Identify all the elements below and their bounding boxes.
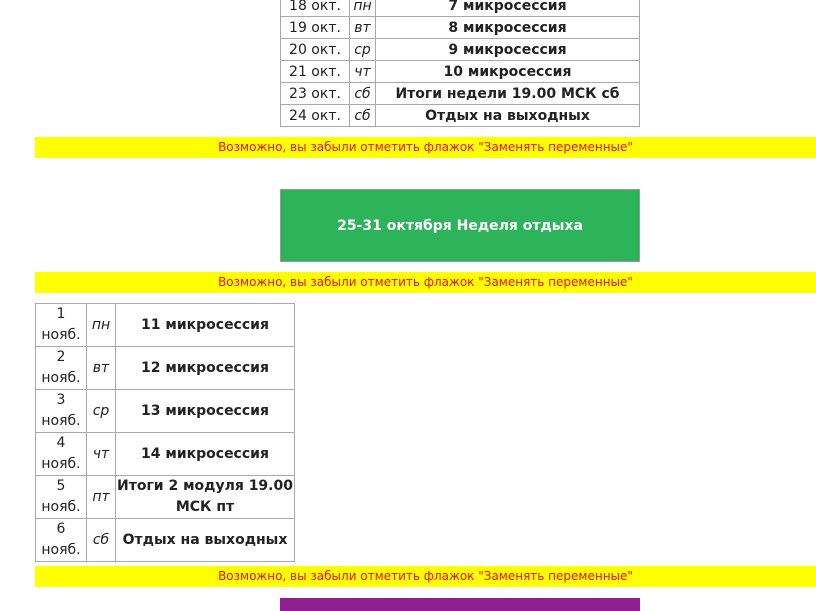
rest-week-banner[interactable]: 25-31 октября Неделя отдыха	[280, 189, 640, 262]
table-row	[36, 433, 295, 476]
date-cell: 21 окт.	[281, 61, 350, 83]
date-cell: 24 окт.	[281, 105, 350, 127]
session-cell: 12 микросессия	[116, 347, 295, 390]
table-row	[36, 304, 295, 347]
weekday-cell: сб	[350, 83, 376, 105]
session-cell: 11 микросессия	[116, 304, 295, 347]
november-schedule-table	[35, 303, 295, 562]
date-cell: 20 окт.	[281, 39, 350, 61]
date-cell: 6 нояб.	[36, 519, 87, 562]
table-row	[281, 17, 640, 39]
table-row	[281, 83, 640, 105]
next-section-banner[interactable]	[280, 598, 640, 611]
date-cell: 4 нояб.	[36, 433, 87, 476]
table-row	[281, 61, 640, 83]
table-row	[36, 390, 295, 433]
weekday-cell: пн	[350, 0, 376, 17]
date-cell: 2 нояб.	[36, 347, 87, 390]
session-cell: Итоги 2 модуля 19.00 МСК пт	[116, 476, 295, 519]
weekday-cell: сб	[350, 105, 376, 127]
table-row	[36, 476, 295, 519]
table-row	[281, 39, 640, 61]
table-row	[36, 519, 295, 562]
session-cell: 8 микросессия	[376, 17, 640, 39]
session-cell: 13 микросессия	[116, 390, 295, 433]
session-cell: Итоги недели 19.00 МСК сб	[376, 83, 640, 105]
weekday-cell: вт	[350, 17, 376, 39]
weekday-cell: чт	[87, 433, 116, 476]
variables-warning-bar: Возможно, вы забыли отметить флажок "Заменять переменные"	[35, 566, 816, 587]
date-cell: 3 нояб.	[36, 390, 87, 433]
table-row	[281, 0, 640, 17]
table-row	[281, 105, 640, 127]
date-cell: 23 окт.	[281, 83, 350, 105]
october-schedule-table	[280, 0, 640, 127]
date-cell: 18 окт.	[281, 0, 350, 17]
table-row	[36, 347, 295, 390]
weekday-cell: сб	[87, 519, 116, 562]
session-cell: 7 микросессия	[376, 0, 640, 17]
date-cell: 1 нояб.	[36, 304, 87, 347]
weekday-cell: пт	[87, 476, 116, 519]
session-cell: 10 микросессия	[376, 61, 640, 83]
session-cell: Отдых на выходных	[376, 105, 640, 127]
weekday-cell: чт	[350, 61, 376, 83]
weekday-cell: ср	[350, 39, 376, 61]
session-cell: 9 микросессия	[376, 39, 640, 61]
weekday-cell: вт	[87, 347, 116, 390]
variables-warning-bar: Возможно, вы забыли отметить флажок "Заменять переменные"	[35, 137, 816, 158]
session-cell: Отдых на выходных	[116, 519, 295, 562]
weekday-cell: пн	[87, 304, 116, 347]
date-cell: 19 окт.	[281, 17, 350, 39]
session-cell: 14 микросессия	[116, 433, 295, 476]
weekday-cell: ср	[87, 390, 116, 433]
variables-warning-bar: Возможно, вы забыли отметить флажок "Заменять переменные"	[35, 272, 816, 293]
date-cell: 5 нояб.	[36, 476, 87, 519]
